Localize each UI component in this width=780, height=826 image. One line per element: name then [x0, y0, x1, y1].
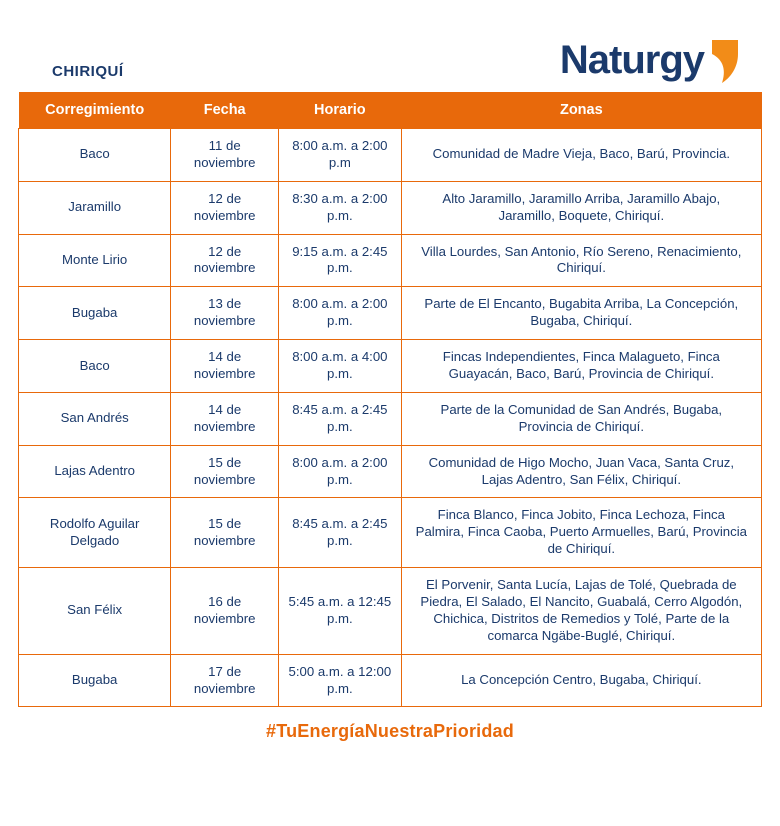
- cell-horario: 8:00 a.m. a 2:00 p.m.: [279, 445, 402, 498]
- cell-fecha: 15 de noviembre: [171, 445, 279, 498]
- cell-fecha: 14 de noviembre: [171, 392, 279, 445]
- cell-fecha: 16 de noviembre: [171, 568, 279, 655]
- cell-horario: 9:15 a.m. a 2:45 p.m.: [279, 234, 402, 287]
- table-row: [19, 392, 762, 445]
- table-row: [19, 498, 762, 568]
- cell-corregimiento: Baco: [19, 129, 171, 182]
- table-row: [19, 234, 762, 287]
- column-header-zonas: Zonas: [401, 92, 761, 129]
- table-row: [19, 181, 762, 234]
- outage-table-container: [16, 92, 764, 707]
- brand-logo: [560, 38, 762, 84]
- table-row: [19, 129, 762, 182]
- cell-fecha: 12 de noviembre: [171, 181, 279, 234]
- cell-corregimiento: Lajas Adentro: [19, 445, 171, 498]
- cell-zonas: Parte de El Encanto, Bugabita Arriba, La Concepción, Bugaba, Chiriquí.: [401, 287, 761, 340]
- cell-zonas: Comunidad de Madre Vieja, Baco, Barú, Provincia.: [401, 129, 761, 182]
- table-header-row: [19, 92, 762, 129]
- cell-horario: 8:45 a.m. a 2:45 p.m.: [279, 498, 402, 568]
- cell-corregimiento: Bugaba: [19, 287, 171, 340]
- table-header: [19, 92, 762, 129]
- cell-horario: 5:00 a.m. a 12:00 p.m.: [279, 654, 402, 707]
- cell-horario: 8:30 a.m. a 2:00 p.m.: [279, 181, 402, 234]
- cell-fecha: 14 de noviembre: [171, 340, 279, 393]
- cell-fecha: 13 de noviembre: [171, 287, 279, 340]
- table-body: [19, 129, 762, 707]
- cell-zonas: Villa Lourdes, San Antonio, Río Sereno, Renacimiento, Chiriquí.: [401, 234, 761, 287]
- cell-fecha: 17 de noviembre: [171, 654, 279, 707]
- cell-corregimiento: San Félix: [19, 568, 171, 655]
- cell-horario: 8:45 a.m. a 2:45 p.m.: [279, 392, 402, 445]
- column-header-corregimiento: Corregimiento: [19, 92, 171, 129]
- cell-zonas: Alto Jaramillo, Jaramillo Arriba, Jaramillo Abajo, Jaramillo, Boquete, Chiriquí.: [401, 181, 761, 234]
- cell-zonas: Finca Blanco, Finca Jobito, Finca Lechoza, Finca Palmira, Finca Caoba, Puerto Armuelles, Barú, Provincia de Chiriquí.: [401, 498, 761, 568]
- cell-zonas: El Porvenir, Santa Lucía, Lajas de Tolé, Quebrada de Piedra, El Salado, El Nancito, Guabalá, Cerro Algodón, Chichica, Distritos de Remedios y Tolé, Parte de la comarca Ngäbe-Buglé, Chiriquí.: [401, 568, 761, 655]
- page-header: [16, 0, 764, 92]
- column-header-horario: Horario: [279, 92, 402, 129]
- cell-corregimiento: Monte Lirio: [19, 234, 171, 287]
- page-title: CHIRIQUÍ: [52, 63, 124, 80]
- cell-corregimiento: San Andrés: [19, 392, 171, 445]
- cell-corregimiento: Bugaba: [19, 654, 171, 707]
- page-footer: [16, 707, 764, 742]
- table-row: [19, 340, 762, 393]
- column-header-fecha: Fecha: [171, 92, 279, 129]
- table-row: [19, 654, 762, 707]
- cell-horario: 5:45 a.m. a 12:45 p.m.: [279, 568, 402, 655]
- table-row: [19, 445, 762, 498]
- cell-fecha: 15 de noviembre: [171, 498, 279, 568]
- cell-zonas: Comunidad de Higo Mocho, Juan Vaca, Santa Cruz, Lajas Adentro, San Félix, Chiriquí.: [401, 445, 761, 498]
- table-row: [19, 287, 762, 340]
- naturgy-flame-icon: [710, 38, 740, 82]
- cell-horario: 8:00 a.m. a 2:00 p.m: [279, 129, 402, 182]
- table-row: [19, 568, 762, 655]
- brand-name: Naturgy: [559, 38, 704, 82]
- cell-fecha: 12 de noviembre: [171, 234, 279, 287]
- cell-corregimiento: Rodolfo Aguilar Delgado: [19, 498, 171, 568]
- cell-zonas: La Concepción Centro, Bugaba, Chiriquí.: [401, 654, 761, 707]
- cell-zonas: Fincas Independientes, Finca Malagueto, Finca Guayacán, Baco, Barú, Provincia de Chiriquí.: [401, 340, 761, 393]
- cell-horario: 8:00 a.m. a 4:00 p.m.: [279, 340, 402, 393]
- cell-zonas: Parte de la Comunidad de San Andrés, Bugaba, Provincia de Chiriquí.: [401, 392, 761, 445]
- campaign-hashtag: #TuEnergíaNuestraPrioridad: [266, 721, 514, 742]
- cell-horario: 8:00 a.m. a 2:00 p.m.: [279, 287, 402, 340]
- cell-corregimiento: Baco: [19, 340, 171, 393]
- cell-fecha: 11 de noviembre: [171, 129, 279, 182]
- cell-corregimiento: Jaramillo: [19, 181, 171, 234]
- outage-table: [18, 92, 762, 707]
